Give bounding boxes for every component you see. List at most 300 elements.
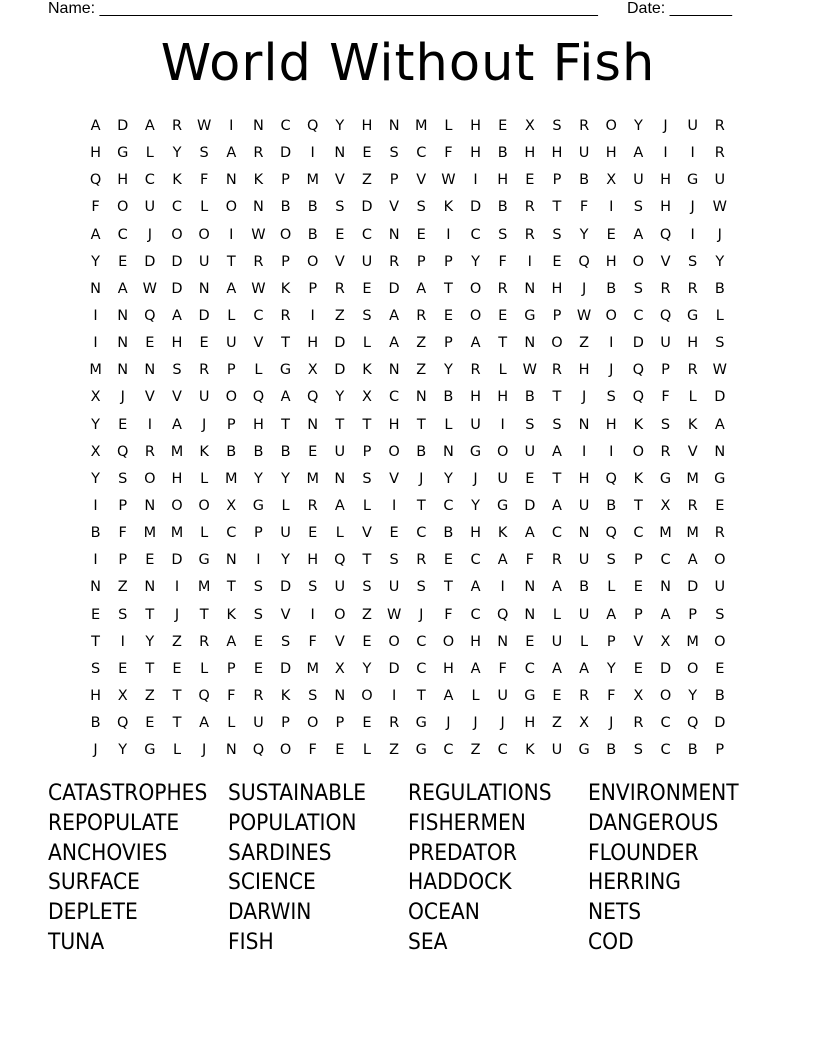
date-field-label: Date: _______ bbox=[627, 0, 732, 17]
grid-letter: E bbox=[552, 688, 562, 705]
grid-letter: V bbox=[334, 253, 345, 270]
grid-letter: S bbox=[715, 335, 725, 352]
grid-letter: S bbox=[633, 280, 643, 297]
grid-letter: Y bbox=[362, 660, 372, 677]
grid-letter: E bbox=[498, 308, 508, 325]
grid-letter: N bbox=[144, 579, 156, 596]
grid-letter: C bbox=[443, 742, 454, 759]
grid-letter: O bbox=[388, 443, 400, 460]
grid-letter: Y bbox=[91, 253, 100, 270]
grid-letter: T bbox=[362, 552, 372, 569]
grid-letter: Q bbox=[659, 226, 672, 243]
grid-letter: A bbox=[497, 552, 508, 569]
grid-letter: P bbox=[552, 172, 562, 189]
grid-letter: Q bbox=[117, 715, 129, 732]
grid-letter: R bbox=[253, 145, 264, 162]
grid-letter: N bbox=[714, 443, 726, 460]
grid-letter: E bbox=[525, 470, 535, 487]
grid-row bbox=[82, 602, 733, 629]
grid-letter: Q bbox=[632, 389, 645, 406]
grid-letter: R bbox=[714, 525, 725, 542]
grid-letter: B bbox=[307, 199, 318, 216]
grid-letter: O bbox=[171, 498, 183, 515]
grid-letter: R bbox=[579, 688, 590, 705]
grid-letter: S bbox=[688, 253, 698, 270]
grid-row bbox=[82, 113, 733, 140]
grid-letter: G bbox=[578, 742, 590, 759]
grid-row bbox=[82, 303, 733, 330]
grid-letter: L bbox=[145, 145, 154, 162]
grid-letter: C bbox=[660, 552, 671, 569]
grid-letter: O bbox=[388, 633, 400, 650]
grid-letter: K bbox=[172, 172, 182, 189]
grid-letter: Q bbox=[632, 362, 645, 379]
grid-letter: Q bbox=[89, 172, 102, 189]
grid-letter: K bbox=[525, 742, 535, 759]
grid-letter: X bbox=[226, 498, 237, 515]
grid-letter: S bbox=[280, 633, 291, 650]
grid-letter: N bbox=[388, 362, 400, 379]
grid-letter: U bbox=[253, 715, 264, 732]
grid-letter: L bbox=[444, 416, 453, 433]
grid-letter: W bbox=[712, 199, 727, 216]
grid-letter: H bbox=[524, 715, 536, 732]
grid-letter: U bbox=[470, 416, 481, 433]
grid-letter: T bbox=[172, 715, 182, 732]
grid-letter: U bbox=[714, 579, 726, 596]
grid-letter: D bbox=[469, 199, 482, 216]
word-list-item: DEPLETE bbox=[48, 900, 138, 926]
word-search-grid bbox=[82, 113, 733, 764]
grid-letter: C bbox=[416, 633, 427, 650]
grid-letter: U bbox=[551, 633, 563, 650]
grid-letter: M bbox=[170, 525, 184, 542]
grid-letter: P bbox=[416, 253, 426, 270]
grid-letter: B bbox=[606, 280, 617, 297]
grid-letter: C bbox=[226, 525, 237, 542]
grid-letter: A bbox=[226, 633, 237, 650]
grid-letter: Q bbox=[306, 389, 319, 406]
grid-letter: R bbox=[253, 688, 264, 705]
grid-letter: S bbox=[172, 362, 182, 379]
grid-letter: P bbox=[118, 498, 128, 515]
grid-letter: Q bbox=[578, 253, 590, 270]
grid-letter: A bbox=[172, 416, 182, 433]
word-list-item: ANCHOVIES bbox=[48, 840, 168, 866]
grid-letter: N bbox=[144, 362, 156, 379]
grid-letter: V bbox=[416, 172, 427, 189]
grid-letter: V bbox=[280, 606, 291, 623]
grid-letter: U bbox=[280, 525, 291, 542]
grid-letter: L bbox=[607, 579, 616, 596]
grid-letter: Y bbox=[281, 552, 290, 569]
grid-letter: J bbox=[717, 226, 722, 243]
grid-letter: F bbox=[227, 688, 236, 705]
grid-letter: I bbox=[663, 145, 668, 162]
grid-letter: J bbox=[500, 715, 505, 732]
grid-letter: C bbox=[389, 389, 400, 406]
grid-letter: M bbox=[659, 525, 672, 542]
grid-letter: I bbox=[93, 335, 98, 352]
grid-row bbox=[82, 737, 733, 764]
grid-letter: N bbox=[90, 579, 101, 596]
grid-letter: N bbox=[524, 335, 536, 352]
grid-letter: C bbox=[416, 525, 427, 542]
grid-letter: B bbox=[497, 199, 508, 216]
grid-letter: C bbox=[443, 498, 454, 515]
grid-letter: J bbox=[581, 389, 587, 406]
grid-letter: F bbox=[308, 633, 317, 650]
grid-letter: G bbox=[687, 308, 699, 325]
grid-letter: P bbox=[254, 525, 263, 542]
grid-letter: S bbox=[416, 199, 426, 216]
grid-letter: Y bbox=[281, 470, 290, 487]
grid-letter: G bbox=[415, 715, 427, 732]
grid-letter: G bbox=[524, 308, 536, 325]
grid-letter: P bbox=[715, 742, 725, 759]
word-list-item: CATASTROPHES bbox=[48, 781, 208, 806]
grid-letter: F bbox=[498, 660, 507, 677]
grid-letter: I bbox=[93, 498, 98, 515]
grid-letter: M bbox=[686, 525, 699, 542]
grid-letter: U bbox=[660, 335, 671, 352]
grid-letter: E bbox=[145, 335, 155, 352]
grid-letter: H bbox=[470, 525, 481, 542]
grid-letter: L bbox=[471, 688, 480, 705]
grid-letter: U bbox=[225, 335, 237, 352]
grid-letter: R bbox=[633, 715, 644, 732]
grid-letter: A bbox=[389, 335, 400, 352]
grid-letter: N bbox=[117, 308, 129, 325]
grid-letter: S bbox=[552, 416, 562, 433]
grid-letter: D bbox=[632, 335, 644, 352]
grid-letter: C bbox=[416, 660, 427, 677]
grid-letter: B bbox=[579, 579, 590, 596]
grid-letter: S bbox=[633, 742, 643, 759]
grid-letter: F bbox=[525, 552, 534, 569]
grid-letter: T bbox=[145, 660, 155, 677]
grid-letter: S bbox=[118, 470, 128, 487]
grid-letter: Z bbox=[172, 633, 182, 650]
grid-letter: D bbox=[388, 660, 400, 677]
grid-letter: P bbox=[335, 715, 345, 732]
grid-letter: S bbox=[606, 389, 616, 406]
grid-letter: L bbox=[227, 308, 236, 325]
word-list-item: REGULATIONS bbox=[408, 781, 552, 806]
grid-letter: O bbox=[198, 498, 210, 515]
grid-letter: X bbox=[117, 688, 128, 705]
grid-letter: T bbox=[145, 606, 155, 623]
grid-letter: T bbox=[281, 416, 290, 433]
grid-letter: S bbox=[606, 552, 616, 569]
grid-letter: U bbox=[361, 253, 373, 270]
grid-letter: O bbox=[361, 688, 373, 705]
grid-letter: J bbox=[581, 280, 587, 297]
grid-letter: N bbox=[198, 280, 210, 297]
grid-letter: L bbox=[200, 525, 209, 542]
grid-letter: B bbox=[687, 742, 698, 759]
grid-letter: O bbox=[714, 633, 726, 650]
grid-letter: R bbox=[416, 552, 427, 569]
grid-letter: S bbox=[308, 579, 318, 596]
grid-letter: F bbox=[91, 199, 100, 216]
grid-letter: J bbox=[609, 715, 614, 732]
grid-letter: D bbox=[279, 660, 292, 677]
grid-letter: E bbox=[525, 172, 535, 189]
word-list-item: TUNA bbox=[48, 929, 105, 955]
grid-letter: G bbox=[524, 688, 536, 705]
grid-letter: B bbox=[226, 443, 237, 460]
grid-letter: N bbox=[388, 118, 400, 135]
grid-letter: T bbox=[416, 416, 426, 433]
grid-letter: C bbox=[361, 226, 373, 243]
grid-letter: H bbox=[307, 552, 319, 569]
grid-letter: A bbox=[660, 606, 671, 623]
grid-letter: Y bbox=[471, 253, 480, 270]
grid-letter: H bbox=[470, 145, 481, 162]
word-list-item: OCEAN bbox=[408, 900, 480, 926]
grid-letter: R bbox=[497, 280, 508, 297]
grid-letter: O bbox=[225, 389, 237, 406]
grid-letter: R bbox=[307, 498, 318, 515]
grid-row bbox=[82, 520, 733, 547]
grid-letter: L bbox=[688, 389, 697, 406]
grid-letter: O bbox=[198, 226, 210, 243]
grid-letter: L bbox=[362, 742, 372, 759]
grid-letter: J bbox=[419, 470, 424, 487]
grid-letter: N bbox=[524, 579, 536, 596]
grid-letter: T bbox=[416, 688, 426, 705]
grid-letter: G bbox=[279, 362, 292, 379]
grid-letter: P bbox=[362, 443, 372, 460]
grid-letter: E bbox=[90, 606, 101, 623]
grid-letter: X bbox=[362, 389, 372, 406]
grid-letter: B bbox=[253, 443, 264, 460]
grid-letter: R bbox=[280, 308, 291, 325]
word-list-item: FISH bbox=[228, 929, 274, 955]
grid-letter: A bbox=[144, 118, 155, 135]
grid-letter: R bbox=[714, 145, 725, 162]
grid-letter: E bbox=[308, 525, 318, 542]
grid-letter: M bbox=[143, 525, 157, 542]
grid-letter: C bbox=[497, 742, 508, 759]
grid-letter: M bbox=[306, 470, 319, 487]
grid-letter: J bbox=[473, 470, 478, 487]
grid-letter: G bbox=[117, 145, 129, 162]
grid-letter: P bbox=[281, 172, 290, 189]
grid-letter: H bbox=[551, 145, 563, 162]
grid-letter: D bbox=[388, 280, 400, 297]
grid-letter: U bbox=[633, 172, 644, 189]
grid-letter: K bbox=[633, 470, 644, 487]
grid-letter: B bbox=[280, 443, 291, 460]
grid-letter: X bbox=[524, 118, 535, 135]
grid-letter: H bbox=[470, 118, 481, 135]
grid-letter: T bbox=[552, 470, 562, 487]
grid-letter: D bbox=[171, 253, 183, 270]
grid-letter: H bbox=[470, 633, 481, 650]
grid-letter: N bbox=[524, 280, 536, 297]
grid-letter: U bbox=[497, 688, 508, 705]
grid-letter: H bbox=[252, 416, 264, 433]
grid-letter: B bbox=[90, 525, 101, 542]
grid-letter: D bbox=[171, 280, 183, 297]
grid-letter: V bbox=[362, 525, 372, 542]
grid-letter: I bbox=[256, 552, 261, 569]
grid-letter: S bbox=[660, 416, 671, 433]
grid-letter: A bbox=[470, 579, 481, 596]
grid-letter: F bbox=[308, 742, 317, 759]
grid-letter: T bbox=[226, 253, 236, 270]
grid-letter: J bbox=[690, 199, 695, 216]
grid-letter: I bbox=[581, 443, 587, 460]
grid-letter: J bbox=[93, 742, 98, 759]
grid-letter: L bbox=[580, 633, 589, 650]
grid-letter: N bbox=[117, 335, 129, 352]
grid-letter: J bbox=[609, 362, 614, 379]
grid-letter: Y bbox=[253, 470, 263, 487]
grid-letter: O bbox=[632, 443, 645, 460]
grid-letter: C bbox=[633, 308, 644, 325]
grid-letter: L bbox=[444, 118, 453, 135]
grid-letter: T bbox=[552, 199, 562, 216]
grid-letter: V bbox=[660, 253, 671, 270]
grid-letter: Y bbox=[471, 498, 480, 515]
grid-letter: S bbox=[362, 579, 372, 596]
grid-letter: D bbox=[714, 389, 726, 406]
grid-letter: C bbox=[117, 226, 128, 243]
grid-row bbox=[82, 439, 733, 466]
grid-letter: D bbox=[334, 335, 346, 352]
grid-letter: E bbox=[145, 552, 155, 569]
grid-row bbox=[82, 140, 733, 167]
grid-letter: A bbox=[633, 145, 644, 162]
grid-letter: T bbox=[552, 389, 562, 406]
grid-letter: E bbox=[253, 633, 263, 650]
grid-letter: H bbox=[171, 335, 183, 352]
grid-letter: R bbox=[334, 280, 345, 297]
grid-letter: U bbox=[198, 389, 210, 406]
grid-letter: Y bbox=[715, 253, 725, 270]
grid-letter: A bbox=[470, 660, 481, 677]
grid-letter: I bbox=[500, 416, 505, 433]
grid-letter: S bbox=[90, 660, 101, 677]
grid-letter: T bbox=[281, 335, 290, 352]
grid-letter: B bbox=[416, 443, 427, 460]
grid-letter: Q bbox=[334, 552, 346, 569]
grid-row bbox=[82, 574, 733, 601]
grid-letter: Z bbox=[470, 742, 481, 759]
grid-letter: L bbox=[200, 660, 209, 677]
grid-letter: P bbox=[634, 606, 643, 623]
grid-letter: U bbox=[578, 552, 590, 569]
grid-letter: V bbox=[334, 172, 345, 189]
grid-letter: R bbox=[389, 253, 400, 270]
grid-letter: I bbox=[93, 552, 98, 569]
grid-letter: W bbox=[441, 172, 456, 189]
grid-letter: K bbox=[443, 199, 454, 216]
grid-letter: H bbox=[361, 118, 373, 135]
grid-letter: N bbox=[90, 280, 101, 297]
grid-letter: B bbox=[606, 742, 617, 759]
grid-letter: P bbox=[634, 552, 643, 569]
grid-letter: Y bbox=[688, 688, 698, 705]
grid-letter: O bbox=[551, 335, 563, 352]
grid-letter: X bbox=[90, 443, 101, 460]
grid-letter: R bbox=[524, 199, 535, 216]
grid-letter: K bbox=[633, 416, 644, 433]
grid-letter: A bbox=[552, 579, 562, 596]
grid-letter: I bbox=[500, 579, 505, 596]
grid-letter: I bbox=[174, 579, 180, 596]
grid-letter: L bbox=[200, 470, 209, 487]
grid-letter: U bbox=[388, 579, 400, 596]
grid-letter: E bbox=[606, 226, 616, 243]
grid-letter: V bbox=[172, 389, 182, 406]
grid-letter: H bbox=[307, 335, 319, 352]
grid-row bbox=[82, 412, 733, 439]
grid-letter: I bbox=[690, 145, 695, 162]
grid-letter: B bbox=[307, 226, 318, 243]
grid-letter: Q bbox=[144, 308, 156, 325]
grid-letter: S bbox=[362, 470, 372, 487]
word-list-item: NETS bbox=[588, 900, 642, 926]
grid-letter: V bbox=[389, 199, 400, 216]
grid-letter: J bbox=[174, 606, 180, 623]
grid-letter: L bbox=[498, 362, 507, 379]
word-list-item: DANGEROUS bbox=[588, 810, 719, 836]
grid-letter: U bbox=[578, 606, 590, 623]
grid-letter: O bbox=[306, 253, 319, 270]
grid-letter: E bbox=[362, 145, 372, 162]
grid-letter: M bbox=[415, 118, 428, 135]
grid-letter: O bbox=[714, 552, 726, 569]
grid-row bbox=[82, 547, 733, 574]
grid-letter: J bbox=[446, 715, 451, 732]
grid-letter: R bbox=[524, 226, 535, 243]
grid-letter: A bbox=[389, 308, 400, 325]
grid-letter: Y bbox=[443, 362, 453, 379]
grid-letter: T bbox=[362, 416, 372, 433]
grid-letter: N bbox=[578, 416, 590, 433]
grid-letter: P bbox=[661, 362, 670, 379]
word-list-item: HADDOCK bbox=[408, 870, 512, 896]
grid-letter: G bbox=[252, 498, 265, 515]
grid-letter: B bbox=[280, 199, 291, 216]
word-list-item: FLOUNDER bbox=[588, 840, 699, 866]
grid-letter: B bbox=[443, 525, 454, 542]
name-field-label: Name: ________________________________________________________ bbox=[48, 0, 598, 17]
grid-letter: E bbox=[172, 660, 182, 677]
grid-letter: C bbox=[660, 715, 671, 732]
grid-letter: E bbox=[118, 253, 128, 270]
grid-letter: P bbox=[226, 660, 236, 677]
grid-letter: L bbox=[362, 335, 372, 352]
grid-letter: V bbox=[253, 335, 264, 352]
grid-letter: Y bbox=[91, 416, 100, 433]
grid-letter: F bbox=[444, 145, 453, 162]
grid-letter: W bbox=[251, 226, 266, 243]
grid-letter: T bbox=[226, 579, 236, 596]
grid-letter: T bbox=[416, 498, 426, 515]
grid-letter: M bbox=[306, 172, 319, 189]
grid-letter: R bbox=[171, 118, 183, 135]
grid-letter: C bbox=[470, 226, 481, 243]
grid-letter: O bbox=[605, 118, 617, 135]
grid-letter: N bbox=[415, 389, 427, 406]
grid-letter: W bbox=[576, 308, 592, 325]
grid-letter: S bbox=[715, 606, 725, 623]
